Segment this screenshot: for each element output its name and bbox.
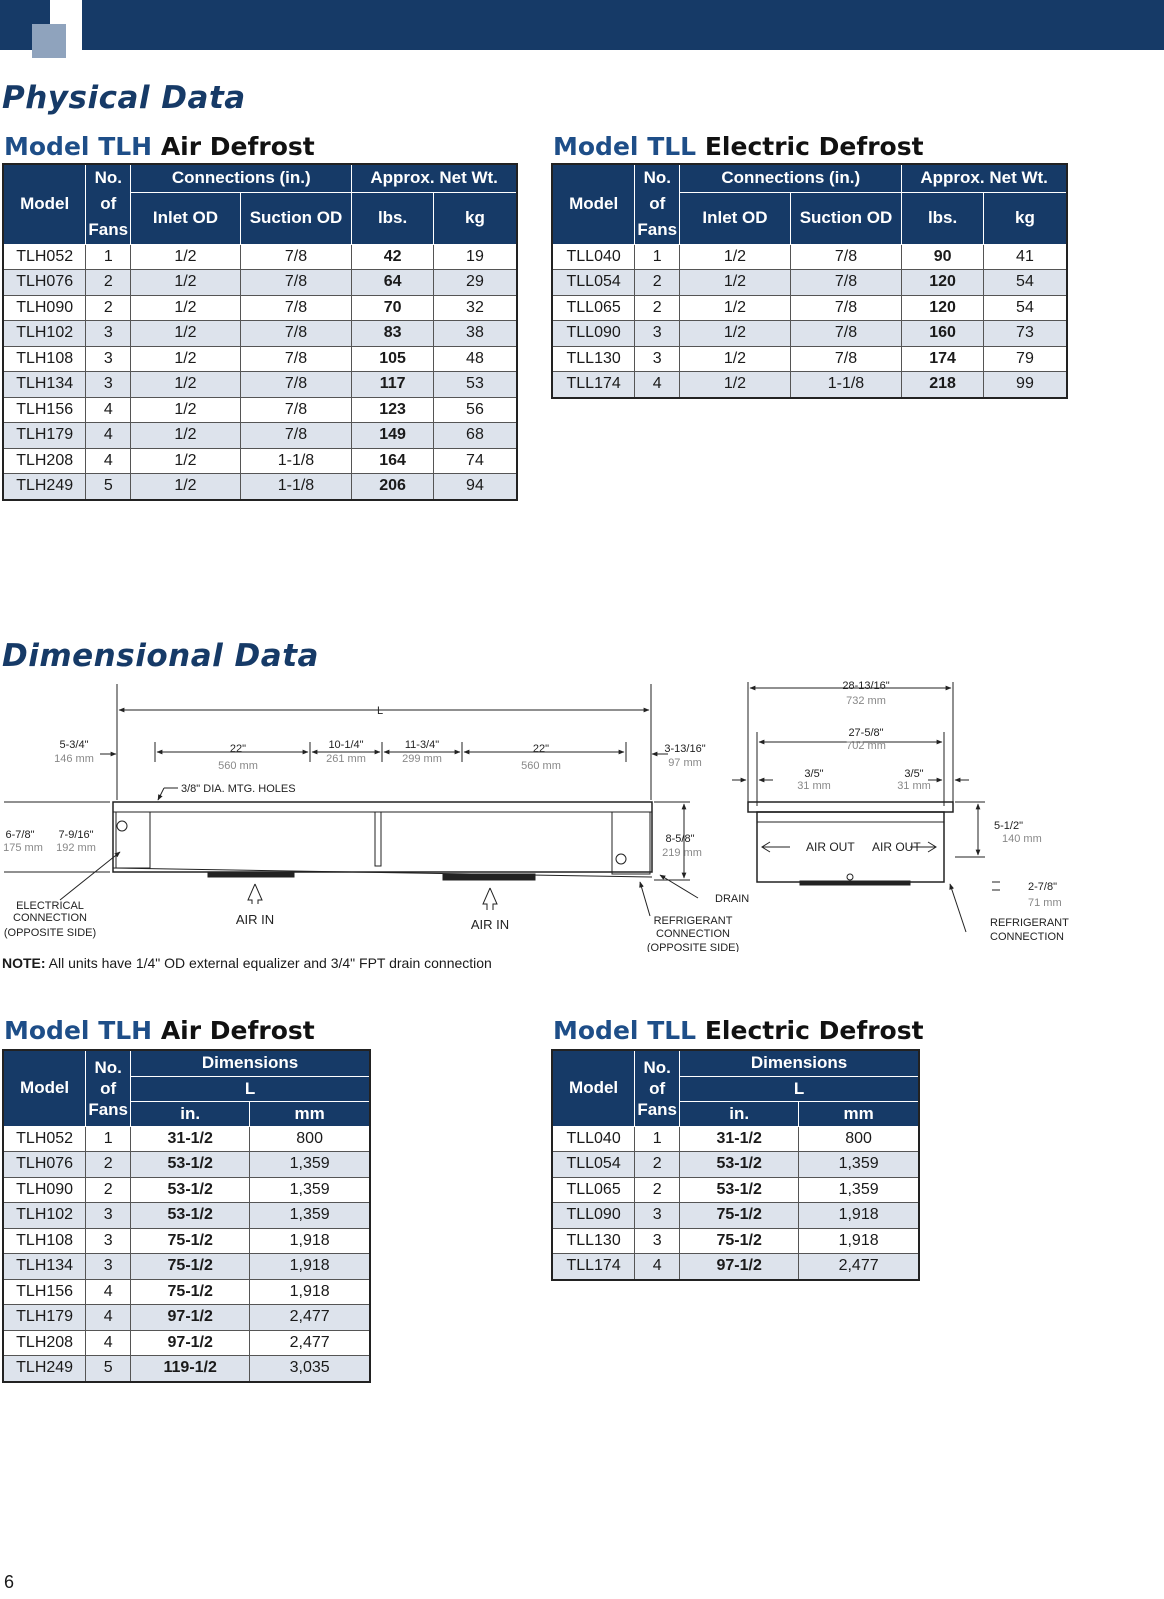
table-cell: 218 — [902, 372, 984, 398]
table-row — [3, 423, 517, 449]
table-cell: 53-1/2 — [680, 1152, 799, 1178]
table-cell: 174 — [902, 346, 984, 372]
table-cell: 2 — [86, 1152, 131, 1178]
table-cell: 1,359 — [799, 1177, 919, 1203]
table-cell: 1/2 — [131, 295, 240, 321]
table-cell: 53-1/2 — [131, 1177, 250, 1203]
table-cell: 53-1/2 — [680, 1177, 799, 1203]
table-row — [552, 1177, 919, 1203]
dim-d6-in: 3-13/16" — [664, 743, 706, 755]
dim-d3-mm: 261 mm — [326, 753, 366, 765]
table-cell: 4 — [86, 1279, 131, 1305]
table-cell: 1/2 — [131, 372, 240, 398]
table-cell: TLL054 — [552, 270, 635, 296]
table-cell: 41 — [983, 244, 1067, 270]
table-row — [3, 295, 517, 321]
table-cell: TLH090 — [3, 1177, 86, 1203]
header-bar — [0, 0, 1164, 57]
col-mm: mm — [250, 1101, 370, 1126]
table-cell: 1/2 — [680, 321, 790, 347]
table-row — [3, 1356, 370, 1382]
dimension-drawing — [0, 672, 1164, 952]
dimension-table-tlh — [2, 1049, 371, 1383]
table-row — [3, 1203, 370, 1229]
table-cell: TLL065 — [552, 1177, 635, 1203]
dim-s6-mm: 71 mm — [1028, 897, 1062, 909]
table-cell: 94 — [433, 474, 517, 500]
table-cell: TLH052 — [3, 244, 86, 270]
table-row — [3, 474, 517, 500]
table-cell: 7/8 — [240, 346, 352, 372]
dim-s3-in: 3/5" — [804, 768, 824, 780]
col-model: Model — [552, 164, 635, 244]
table-cell: TLL174 — [552, 372, 635, 398]
mounting-holes-label: 3/8" DIA. MTG. HOLES — [181, 783, 296, 795]
col-suction: Suction OD — [240, 192, 352, 244]
dim-d1-in: 5-3/4" — [59, 739, 89, 751]
table-cell: 99 — [983, 372, 1067, 398]
dim-s1-mm: 732 mm — [846, 695, 886, 707]
table-cell: 2 — [635, 1152, 680, 1178]
table-cell: 2,477 — [250, 1330, 370, 1356]
electrical-label-2: CONNECTION — [13, 912, 87, 924]
table-cell: 4 — [86, 1305, 131, 1331]
physical-data-table-tlh — [2, 163, 518, 501]
table-cell: 53-1/2 — [131, 1203, 250, 1229]
table-cell: 1/2 — [680, 346, 790, 372]
dim-h3-in: 8-5/8" — [665, 833, 695, 845]
physical-data-table-tll — [551, 163, 1068, 399]
table-cell: 70 — [352, 295, 434, 321]
table-cell: 7/8 — [240, 295, 352, 321]
table-cell: 1/2 — [680, 295, 790, 321]
table-cell: 90 — [902, 244, 984, 270]
table-cell: TLL174 — [552, 1254, 635, 1280]
table-cell: TLL130 — [552, 1228, 635, 1254]
col-model: Model — [552, 1050, 635, 1126]
table-cell: 3 — [86, 321, 131, 347]
table-cell: 73 — [983, 321, 1067, 347]
dim-s5-mm: 140 mm — [1002, 833, 1042, 845]
col-kg: kg — [983, 192, 1067, 244]
table-cell: 3 — [86, 372, 131, 398]
table-cell: 97-1/2 — [131, 1305, 250, 1331]
table-cell: 56 — [433, 397, 517, 423]
table-cell: 3 — [635, 346, 680, 372]
table-cell: 19 — [433, 244, 517, 270]
note: NOTE: All units have 1/4" OD external equalizer and 3/4" FPT drain connection — [2, 955, 492, 971]
refrigerant2-label-1: REFRIGERANT — [990, 917, 1069, 929]
table-cell: 4 — [86, 448, 131, 474]
col-suction: Suction OD — [790, 192, 902, 244]
table-cell: 7/8 — [240, 397, 352, 423]
table-cell: 1/2 — [131, 346, 240, 372]
table-cell: 7/8 — [790, 321, 902, 347]
table-cell: 2 — [635, 1177, 680, 1203]
col-dimensions: Dimensions — [680, 1050, 919, 1076]
table-cell: 4 — [635, 1254, 680, 1280]
table-cell: TLH102 — [3, 1203, 86, 1229]
table-row — [3, 1279, 370, 1305]
dim-h1-mm: 175 mm — [3, 842, 43, 854]
table-cell: 1 — [86, 1126, 131, 1152]
table-cell: 3 — [86, 1203, 131, 1229]
table-cell: 2 — [635, 270, 680, 296]
table-cell: 42 — [352, 244, 434, 270]
table-row — [552, 321, 1067, 347]
table-cell: 3 — [86, 1228, 131, 1254]
air-in-label-2: AIR IN — [470, 917, 510, 932]
table-cell: TLL040 — [552, 1126, 635, 1152]
table-cell: 105 — [352, 346, 434, 372]
table-cell: 2 — [86, 1177, 131, 1203]
dim-d5-mm: 560 mm — [521, 760, 561, 772]
col-lbs: lbs. — [902, 192, 984, 244]
dim-h1-in: 6-7/8" — [5, 829, 35, 841]
table-cell: TLH134 — [3, 1254, 86, 1280]
table-row — [552, 1228, 919, 1254]
dim-d2-mm: 560 mm — [218, 760, 258, 772]
table-row — [3, 244, 517, 270]
table-cell: TLH090 — [3, 295, 86, 321]
table-cell: 1/2 — [131, 423, 240, 449]
dim-s2-mm: 702 mm — [846, 740, 886, 752]
table-cell: 2,477 — [250, 1305, 370, 1331]
dim-h2-in: 7-9/16" — [58, 829, 94, 841]
dim-s1-in: 28-13/16" — [842, 680, 890, 692]
table-cell: 7/8 — [240, 321, 352, 347]
table-cell: TLH052 — [3, 1126, 86, 1152]
table-cell: 3 — [635, 1203, 680, 1229]
table-cell: TLH108 — [3, 1228, 86, 1254]
table-cell: 2 — [86, 295, 131, 321]
table-cell: 3 — [635, 321, 680, 347]
table-row — [3, 1254, 370, 1280]
table-cell: TLH179 — [3, 423, 86, 449]
table-row — [3, 1330, 370, 1356]
dim-s4-in: 3/5" — [904, 768, 924, 780]
table-cell: 1-1/8 — [240, 474, 352, 500]
electrical-label-1: ELECTRICAL — [16, 900, 84, 912]
table-row — [3, 397, 517, 423]
table-cell: TLL090 — [552, 321, 635, 347]
table-cell: 1/2 — [131, 270, 240, 296]
table-cell: TLH249 — [3, 474, 86, 500]
table-cell: TLH076 — [3, 270, 86, 296]
table-cell: TLH249 — [3, 1356, 86, 1382]
table-cell: 1/2 — [131, 244, 240, 270]
col-in: in. — [131, 1101, 250, 1126]
header-square-light — [32, 24, 66, 58]
table-cell: 31-1/2 — [131, 1126, 250, 1152]
table-row — [552, 1254, 919, 1280]
table-cell: 1-1/8 — [790, 372, 902, 398]
table-row — [552, 1126, 919, 1152]
table-cell: 5 — [86, 474, 131, 500]
table-cell: 31-1/2 — [680, 1126, 799, 1152]
table-cell: TLL065 — [552, 295, 635, 321]
table-cell: 7/8 — [790, 244, 902, 270]
dim-s4-mm: 31 mm — [897, 780, 931, 792]
table-row — [552, 372, 1067, 398]
table-row — [552, 270, 1067, 296]
table-cell: 4 — [86, 397, 131, 423]
dim-h3-mm: 219 mm — [662, 847, 702, 859]
dim-d4-mm: 299 mm — [402, 753, 442, 765]
table-row — [552, 295, 1067, 321]
col-fans: No. of Fans — [86, 1050, 131, 1126]
table-cell: 206 — [352, 474, 434, 500]
table-cell: 1/2 — [131, 448, 240, 474]
table-row — [3, 1177, 370, 1203]
table-cell: 32 — [433, 295, 517, 321]
air-out-label-2: AIR OUT — [872, 840, 921, 854]
col-weight: Approx. Net Wt. — [352, 164, 517, 192]
table-row — [3, 270, 517, 296]
dim-d4-in: 11-3/4" — [404, 739, 440, 751]
table-cell: 64 — [352, 270, 434, 296]
table-cell: 120 — [902, 270, 984, 296]
table-cell: 3 — [86, 1254, 131, 1280]
refrigerant-label-2: CONNECTION — [656, 928, 730, 940]
table-cell: TLH156 — [3, 1279, 86, 1305]
table-cell: 75-1/2 — [131, 1279, 250, 1305]
table-cell: 1,918 — [799, 1228, 919, 1254]
table-row — [552, 244, 1067, 270]
table-cell: 7/8 — [240, 372, 352, 398]
table-cell: 117 — [352, 372, 434, 398]
table-cell: 2 — [635, 295, 680, 321]
table-cell: 1,359 — [250, 1177, 370, 1203]
table-cell: TLH102 — [3, 321, 86, 347]
table-row — [3, 321, 517, 347]
dim-tlh-heading: Model TLH Air Defrost — [4, 1016, 315, 1045]
table-row — [552, 346, 1067, 372]
dim-d1-mm: 146 mm — [54, 753, 94, 765]
col-model: Model — [3, 1050, 86, 1126]
header-band — [82, 0, 1164, 50]
table-cell: 3,035 — [250, 1356, 370, 1382]
phys-tlh-heading: Model TLH Air Defrost — [4, 132, 315, 161]
phys-tll-heading: Model TLL Electric Defrost — [553, 132, 924, 161]
table-cell: 54 — [983, 295, 1067, 321]
col-mm: mm — [799, 1101, 919, 1126]
table-cell: 1,918 — [799, 1203, 919, 1229]
table-cell: 1,918 — [250, 1254, 370, 1280]
table-cell: 29 — [433, 270, 517, 296]
refrigerant2-label-2: CONNECTION — [990, 931, 1064, 943]
table-cell: TLH156 — [3, 397, 86, 423]
col-model: Model — [3, 164, 86, 244]
electrical-label-3: (OPPOSITE SIDE) — [3, 927, 97, 939]
table-cell: 1 — [86, 244, 131, 270]
dim-s2-in: 27-5/8" — [848, 727, 884, 739]
table-cell: 800 — [250, 1126, 370, 1152]
table-cell: 1,359 — [250, 1152, 370, 1178]
table-cell: 7/8 — [790, 270, 902, 296]
table-cell: 120 — [902, 295, 984, 321]
table-cell: TLH179 — [3, 1305, 86, 1331]
dim-s5-in: 5-1/2" — [994, 820, 1023, 832]
table-cell: 7/8 — [240, 423, 352, 449]
table-cell: 53-1/2 — [131, 1152, 250, 1178]
table-row — [3, 1228, 370, 1254]
air-in-label-1: AIR IN — [235, 912, 275, 927]
table-cell: 1/2 — [680, 270, 790, 296]
dim-tll-heading: Model TLL Electric Defrost — [553, 1016, 924, 1045]
table-cell: 1/2 — [680, 372, 790, 398]
air-out-label-1: AIR OUT — [806, 840, 855, 854]
table-cell: 1/2 — [131, 474, 240, 500]
table-row — [552, 1152, 919, 1178]
table-cell: TLH076 — [3, 1152, 86, 1178]
table-cell: TLL090 — [552, 1203, 635, 1229]
col-connections: Connections (in.) — [131, 164, 352, 192]
col-fans: No. of Fans — [86, 164, 131, 244]
table-cell: 54 — [983, 270, 1067, 296]
page-number: 6 — [4, 1572, 15, 1592]
table-cell: 1,918 — [250, 1279, 370, 1305]
table-cell: TLH108 — [3, 346, 86, 372]
dim-d5-in: 22" — [532, 743, 550, 755]
dim-d6-mm: 97 mm — [668, 757, 702, 769]
table-cell: 1/2 — [131, 321, 240, 347]
table-cell: 800 — [799, 1126, 919, 1152]
refrigerant-label-1: REFRIGERANT — [653, 915, 733, 927]
table-row — [552, 1203, 919, 1229]
table-cell: 7/8 — [790, 295, 902, 321]
table-cell: 75-1/2 — [131, 1228, 250, 1254]
col-inlet: Inlet OD — [680, 192, 790, 244]
dim-d2-in: 22" — [229, 743, 247, 755]
table-cell: 3 — [86, 346, 131, 372]
col-lbs: lbs. — [352, 192, 434, 244]
table-cell: 164 — [352, 448, 434, 474]
table-cell: 160 — [902, 321, 984, 347]
table-cell: 48 — [433, 346, 517, 372]
table-cell: TLH134 — [3, 372, 86, 398]
table-cell: TLL130 — [552, 346, 635, 372]
physical-data-title: Physical Data — [2, 80, 246, 116]
table-cell: 4 — [86, 423, 131, 449]
table-cell: TLH208 — [3, 1330, 86, 1356]
table-cell: 53 — [433, 372, 517, 398]
col-connections: Connections (in.) — [680, 164, 902, 192]
col-fans: No. of Fans — [635, 1050, 680, 1126]
table-cell: 1,359 — [799, 1152, 919, 1178]
table-cell: 74 — [433, 448, 517, 474]
table-cell: 79 — [983, 346, 1067, 372]
table-cell: 7/8 — [240, 244, 352, 270]
dim-d3-in: 10-1/4" — [328, 739, 364, 751]
table-cell: 1 — [635, 1126, 680, 1152]
table-cell: 38 — [433, 321, 517, 347]
col-fans: No. of Fans — [635, 164, 680, 244]
dimension-table-tll — [551, 1049, 920, 1281]
table-cell: TLL040 — [552, 244, 635, 270]
dim-L: L — [376, 705, 384, 717]
table-cell: 1,359 — [250, 1203, 370, 1229]
table-cell: 7/8 — [790, 346, 902, 372]
table-cell: 1,918 — [250, 1228, 370, 1254]
table-row — [3, 372, 517, 398]
table-cell: 1/2 — [131, 397, 240, 423]
col-in: in. — [680, 1101, 799, 1126]
table-cell: 75-1/2 — [680, 1228, 799, 1254]
dim-s3-mm: 31 mm — [797, 780, 831, 792]
table-row — [3, 1126, 370, 1152]
col-weight: Approx. Net Wt. — [902, 164, 1067, 192]
table-cell: 123 — [352, 397, 434, 423]
dimensional-data-title: Dimensional Data — [2, 638, 319, 674]
table-cell: 5 — [86, 1356, 131, 1382]
table-cell: 83 — [352, 321, 434, 347]
dim-h2-mm: 192 mm — [56, 842, 96, 854]
refrigerant-label-3: (OPPOSITE SIDE) — [646, 942, 740, 952]
table-cell: 2,477 — [799, 1254, 919, 1280]
table-cell: 97-1/2 — [680, 1254, 799, 1280]
col-kg: kg — [433, 192, 517, 244]
table-cell: 75-1/2 — [680, 1203, 799, 1229]
table-cell: 1 — [635, 244, 680, 270]
table-cell: 149 — [352, 423, 434, 449]
table-cell: 7/8 — [240, 270, 352, 296]
col-L: L — [680, 1076, 919, 1101]
table-cell: 119-1/2 — [131, 1356, 250, 1382]
table-row — [3, 346, 517, 372]
table-row — [3, 1305, 370, 1331]
dim-s6-in: 2-7/8" — [1028, 881, 1057, 893]
table-cell: 97-1/2 — [131, 1330, 250, 1356]
table-cell: 68 — [433, 423, 517, 449]
table-cell: 75-1/2 — [131, 1254, 250, 1280]
table-cell: 4 — [86, 1330, 131, 1356]
table-cell: 1-1/8 — [240, 448, 352, 474]
table-cell: 2 — [86, 270, 131, 296]
table-row — [3, 448, 517, 474]
table-cell: 3 — [635, 1228, 680, 1254]
col-L: L — [131, 1076, 370, 1101]
col-inlet: Inlet OD — [131, 192, 240, 244]
drain-label: DRAIN — [715, 893, 750, 905]
table-cell: 1/2 — [680, 244, 790, 270]
col-dimensions: Dimensions — [131, 1050, 370, 1076]
table-cell: TLL054 — [552, 1152, 635, 1178]
table-row — [3, 1152, 370, 1178]
table-cell: TLH208 — [3, 448, 86, 474]
table-cell: 4 — [635, 372, 680, 398]
